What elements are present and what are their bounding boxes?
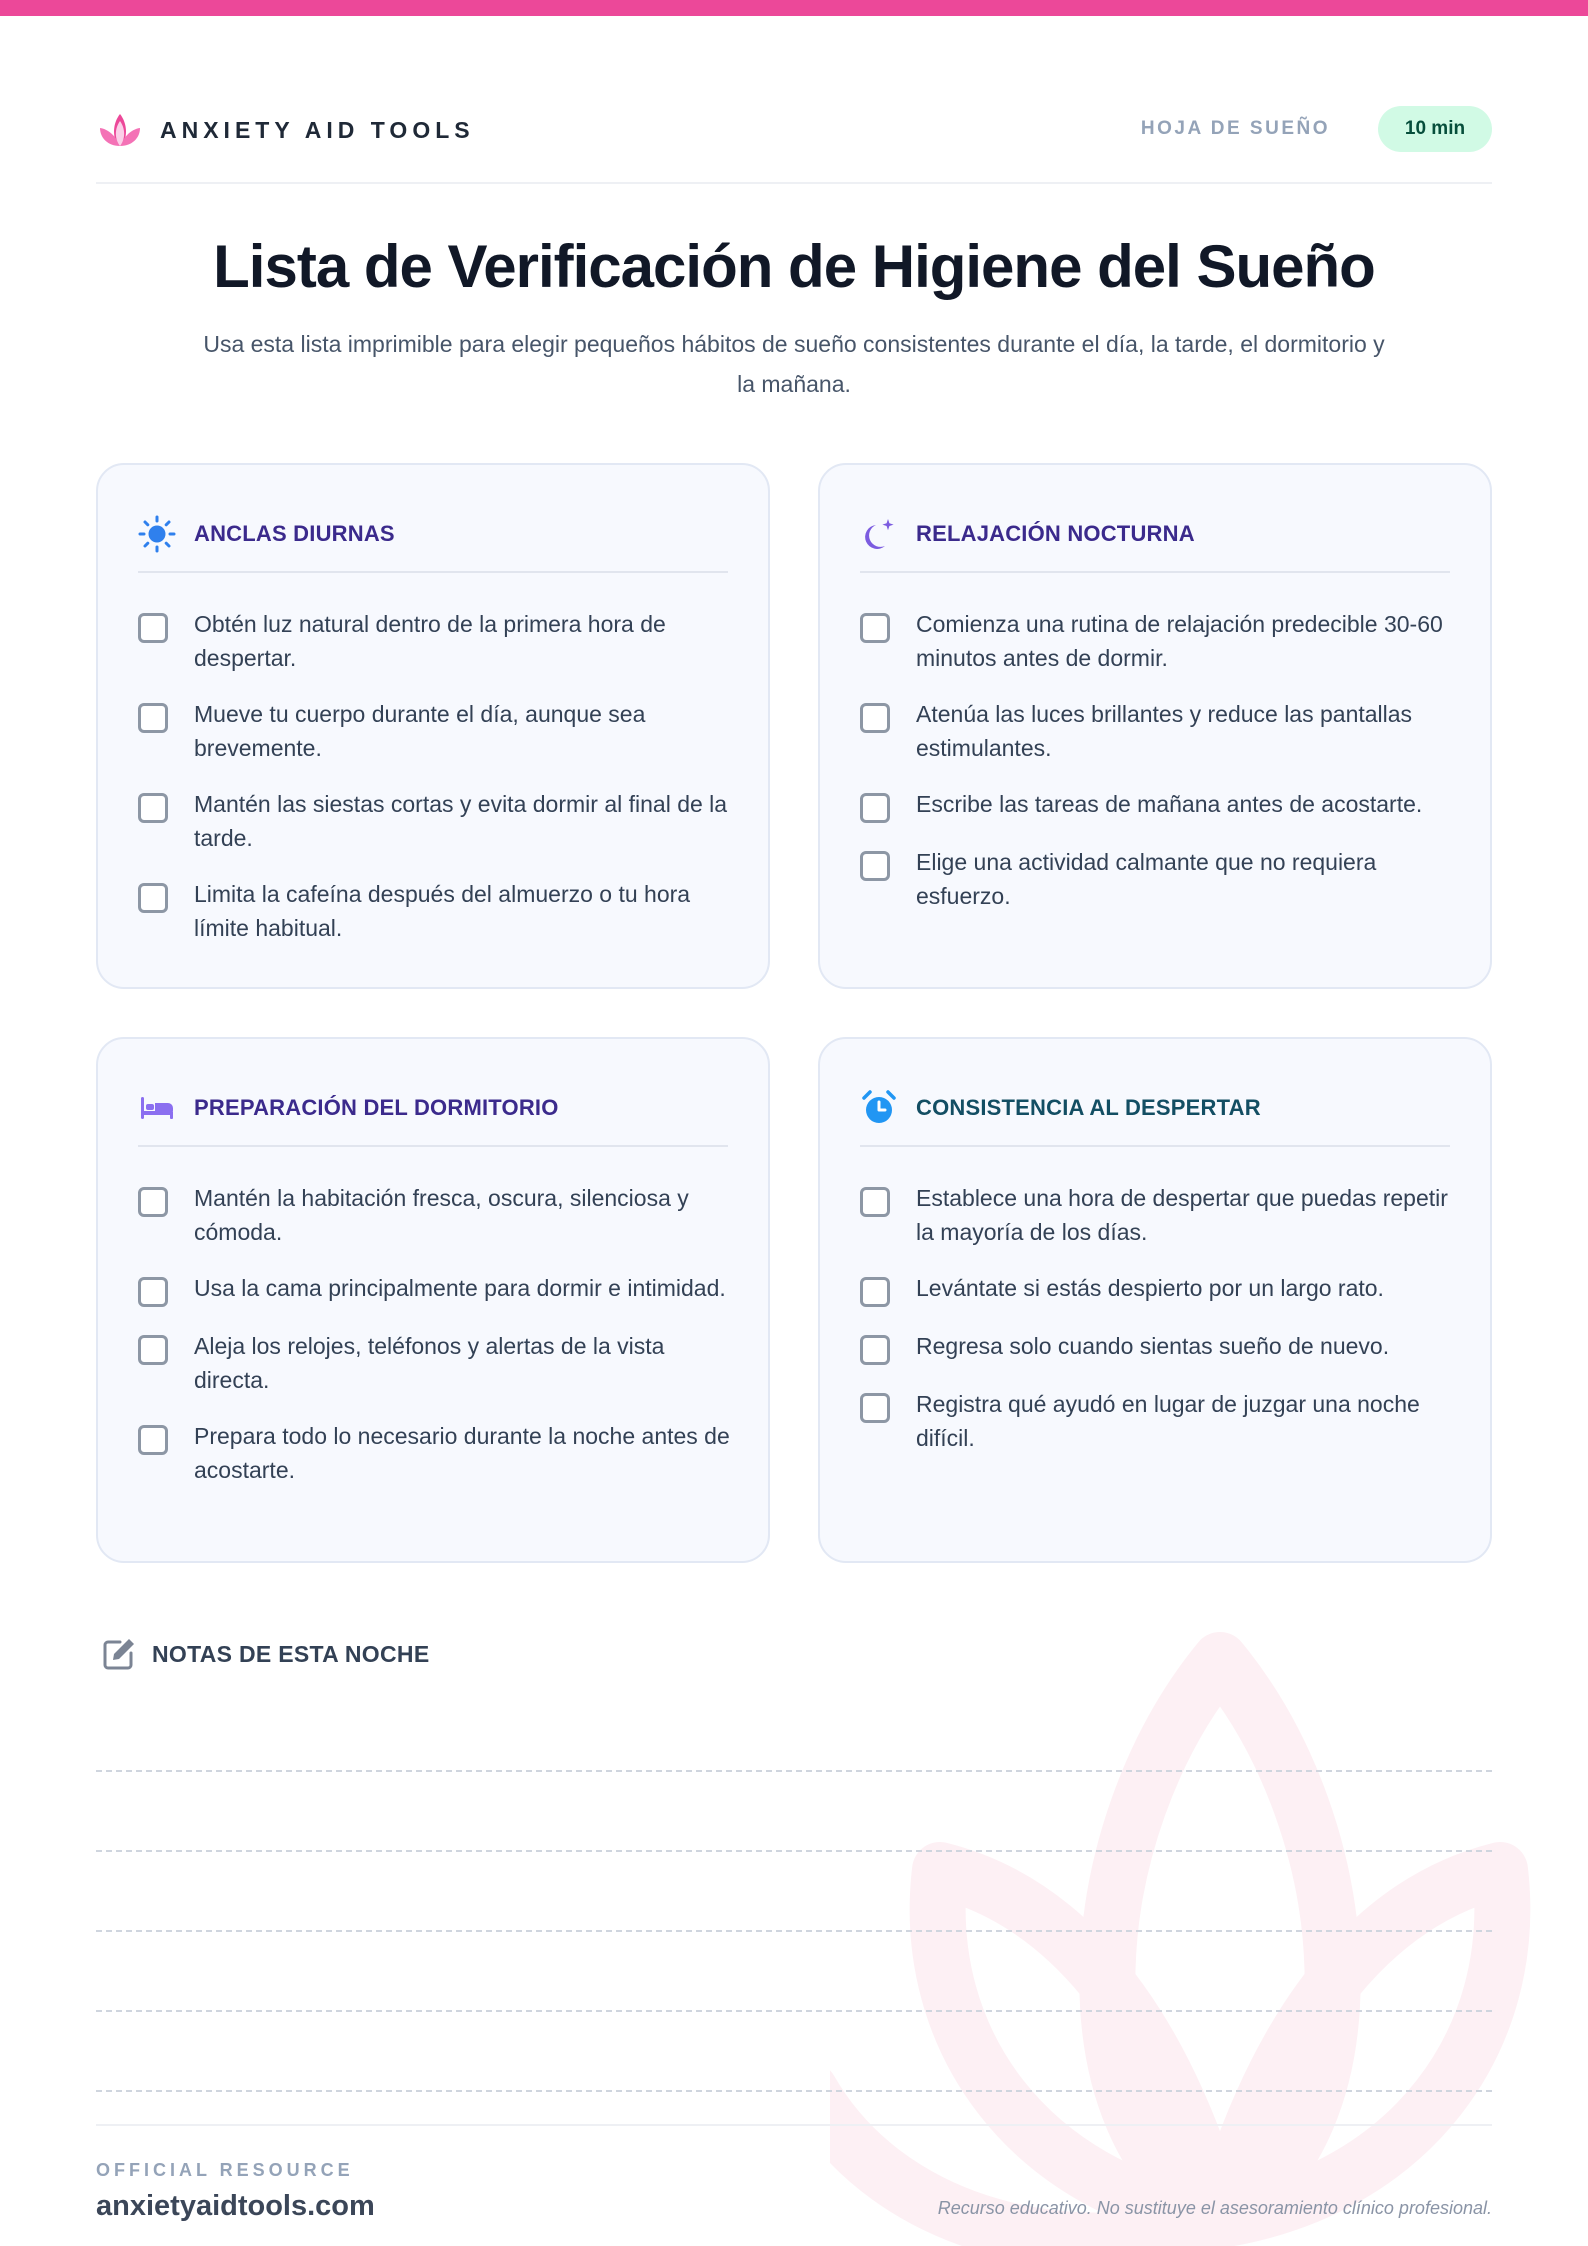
sun-icon <box>138 515 176 553</box>
section-card-evening <box>818 463 1492 989</box>
footer-disclaimer: Recurso educativo. No sustituye el asesoramiento clínico profesional. <box>937 2198 1492 2218</box>
footer-label: OFFICIAL RESOURCE <box>96 2160 354 2180</box>
checklist-item <box>860 787 1454 823</box>
section-title: ANCLAS DIURNAS <box>194 521 395 546</box>
checklist <box>860 607 1454 935</box>
page-header <box>96 102 1492 184</box>
alarm-clock-icon <box>860 1089 898 1127</box>
notes-title: NOTAS DE ESTA NOCHE <box>152 1640 430 1667</box>
checklist-item <box>138 1181 732 1249</box>
duration-badge: 10 min <box>1378 106 1492 152</box>
note-line[interactable] <box>96 1930 1492 1932</box>
lotus-watermark-icon <box>830 1570 1588 2246</box>
checklist-item-text: Regresa solo cuando sientas sueño de nuevo. <box>916 1333 1390 1359</box>
checkbox[interactable] <box>860 613 890 643</box>
checklist-item <box>138 877 732 945</box>
checkbox[interactable] <box>860 1277 890 1307</box>
checklist-item <box>860 1329 1454 1365</box>
notes-header <box>100 1636 429 1672</box>
checklist-item-text: Escribe las tareas de mañana antes de acostarte. <box>916 791 1423 817</box>
checklist-item-text: Registra qué ayudó en lugar de juzgar una noche difícil. <box>916 1391 1420 1451</box>
checklist-item <box>138 1419 732 1487</box>
checkbox[interactable] <box>138 1335 168 1365</box>
checklist <box>138 1181 732 1509</box>
checklist-item-text: Mantén las siestas cortas y evita dormir al final de la tarde. <box>194 791 728 851</box>
checklist <box>138 607 732 967</box>
checklist-item <box>138 1271 732 1307</box>
bed-icon <box>138 1089 176 1127</box>
section-title: RELAJACIÓN NOCTURNA <box>916 521 1195 546</box>
checklist-item-text: Prepara todo lo necesario durante la noche antes de acostarte. <box>194 1423 730 1483</box>
checklist-item-text: Usa la cama principalmente para dormir e intimidad. <box>194 1275 726 1301</box>
section-header <box>138 1085 728 1147</box>
section-header <box>138 511 728 573</box>
checklist-item-text: Comienza una rutina de relajación predecible 30-60 minutos antes de dormir. <box>916 611 1443 671</box>
moon-icon <box>860 515 898 553</box>
checklist-item-text: Obtén luz natural dentro de la primera hora de despertar. <box>194 611 666 671</box>
checklist-item-text: Mueve tu cuerpo durante el día, aunque sea brevemente. <box>194 701 646 761</box>
checkbox[interactable] <box>860 703 890 733</box>
checklist-item <box>138 607 732 675</box>
checklist-item-text: Elige una actividad calmante que no requiera esfuerzo. <box>916 849 1377 909</box>
checkbox[interactable] <box>860 1335 890 1365</box>
note-line[interactable] <box>96 1770 1492 1772</box>
section-card-wake <box>818 1037 1492 1563</box>
section-header <box>860 511 1450 573</box>
checkbox[interactable] <box>860 1187 890 1217</box>
checkbox[interactable] <box>138 1187 168 1217</box>
pencil-square-icon <box>100 1636 136 1672</box>
section-card-bedroom <box>96 1037 770 1563</box>
checkbox[interactable] <box>138 613 168 643</box>
page-title: Lista de Verificación de Higiene del Sueño <box>213 233 1375 300</box>
section-header <box>860 1085 1450 1147</box>
checkbox[interactable] <box>860 1393 890 1423</box>
checklist-item-text: Mantén la habitación fresca, oscura, silenciosa y cómoda. <box>194 1185 689 1245</box>
footer-divider <box>96 2124 1492 2126</box>
checklist <box>860 1181 1454 1477</box>
checklist-item <box>138 1329 732 1397</box>
checklist-item <box>860 697 1454 765</box>
section-title: CONSISTENCIA AL DESPERTAR <box>916 1095 1261 1120</box>
note-line[interactable] <box>96 2010 1492 2012</box>
checklist-item-text: Atenúa las luces brillantes y reduce las pantallas estimulantes. <box>916 701 1413 761</box>
checklist-item <box>860 607 1454 675</box>
section-title: PREPARACIÓN DEL DORMITORIO <box>194 1095 559 1120</box>
document-type-label: HOJA DE SUEÑO <box>1140 118 1330 139</box>
checklist-item <box>138 787 732 855</box>
footer-website-link[interactable]: anxietyaidtools.com <box>96 2190 375 2222</box>
section-card-daytime <box>96 463 770 989</box>
checklist-item <box>860 1181 1454 1249</box>
lotus-icon <box>96 110 144 150</box>
top-accent-bar <box>0 0 1588 16</box>
note-line[interactable] <box>96 1850 1492 1852</box>
brand <box>96 110 475 150</box>
checkbox[interactable] <box>138 793 168 823</box>
checkbox[interactable] <box>860 851 890 881</box>
note-line[interactable] <box>96 2090 1492 2092</box>
page-subtitle: Usa esta lista imprimible para elegir pequeños hábitos de sueño consistentes durante el día, la tarde, el dormitorio y la mañana. <box>203 331 1385 397</box>
checklist-item-text: Aleja los relojes, teléfonos y alertas de la vista directa. <box>194 1333 665 1393</box>
checklist-item-text: Establece una hora de despertar que puedas repetir la mayoría de los días. <box>916 1185 1448 1245</box>
checklist-item <box>860 1271 1454 1307</box>
brand-name: ANXIETY AID TOOLS <box>160 116 475 143</box>
checklist-item-text: Limita la cafeína después del almuerzo o tu hora límite habitual. <box>194 881 691 941</box>
checklist-item <box>860 1387 1454 1455</box>
checkbox[interactable] <box>860 793 890 823</box>
checkbox[interactable] <box>138 1425 168 1455</box>
checkbox[interactable] <box>138 703 168 733</box>
checklist-item-text: Levántate si estás despierto por un largo rato. <box>916 1275 1384 1301</box>
checklist-item <box>860 845 1454 913</box>
checkbox[interactable] <box>138 1277 168 1307</box>
checklist-item <box>138 697 732 765</box>
checkbox[interactable] <box>138 883 168 913</box>
